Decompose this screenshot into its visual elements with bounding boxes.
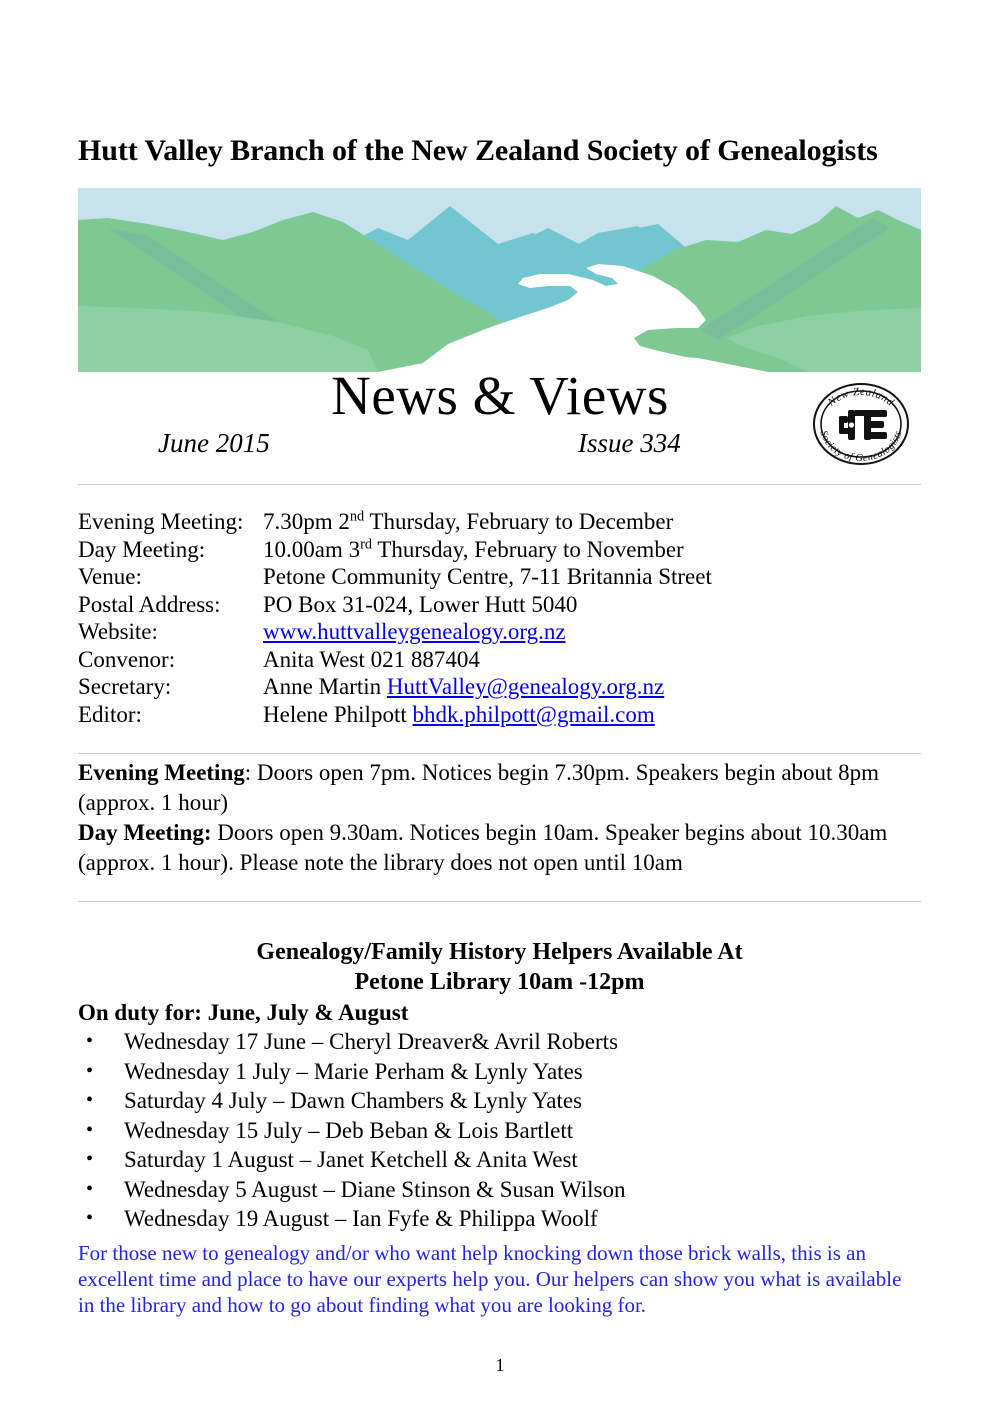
issue-date: June 2015 (158, 428, 270, 458)
list-item (78, 1175, 878, 1205)
list-item (78, 1086, 878, 1116)
page-number: 1 (495, 1355, 505, 1375)
contact-details (78, 508, 938, 728)
contact-value (263, 618, 566, 646)
day-meeting-note (78, 818, 916, 878)
issue-row (78, 428, 758, 462)
contact-row-evening-meeting (78, 508, 938, 536)
contact-value: Helene Philpott bhdk.philpott@gmail.com (263, 701, 655, 727)
masthead-title: Hutt Valley Branch of the New Zealand Society of Genealogists (78, 134, 878, 167)
contact-label: Convenor: (78, 646, 176, 672)
contact-label: Secretary: (78, 674, 172, 699)
contact-value: PO Box 31-024, Lower Hutt 5040 (263, 591, 578, 617)
duty-entry: Saturday 1 August – Janet Ketchell & Anita West (124, 1147, 578, 1172)
ordinal-suffix: nd (349, 508, 365, 525)
day-meeting-text: Doors open 9.30am. Notices begin 10am. Speaker begins about 10.30am (approx. 1 hour). Please note the library does not open until 10am (78, 820, 888, 875)
contact-row-convenor (78, 646, 938, 674)
contact-value: Anne Martin HuttValley@genealogy.org.nz (263, 674, 665, 699)
list-item (78, 1116, 878, 1146)
list-item (78, 1027, 878, 1057)
helpers-invitation-note: For those new to genealogy and/or who want help knocking down those brick walls, this is an excellent time and place to have our experts help you. Our helpers can show you what is available in the library and how to go about finding what you are looking for. (78, 1241, 902, 1317)
list-item (78, 1204, 878, 1234)
bullet-icon: • (86, 1030, 94, 1052)
helpers-heading-line1: Genealogy/Family History Helpers Available At (256, 939, 743, 965)
duty-entry: Wednesday 5 August – Diane Stinson & Susan Wilson (124, 1176, 626, 1202)
on-duty-label: On duty for: June, July & August (78, 1000, 409, 1025)
contact-row-venue (78, 563, 938, 591)
divider-bottom (78, 901, 921, 902)
contact-value: 10.00am 3rd Thursday, February to November (263, 535, 684, 562)
nzsg-logo (806, 378, 916, 470)
evening-meeting-text: : Doors open 7pm. Notices begin 7.30pm. Speakers begin about 8pm (approx. 1 hour) (78, 760, 880, 815)
bullet-icon: • (86, 1059, 94, 1082)
evening-meeting-label: Evening Meeting (78, 760, 245, 785)
evening-meeting-note (78, 758, 916, 818)
issue-number: Issue 334 (578, 428, 681, 458)
duty-entry: Wednesday 19 August – Ian Fyfe & Philippa Woolf (124, 1206, 598, 1231)
duty-entry: Saturday 4 July – Dawn Chambers & Lynly Yates (124, 1088, 583, 1113)
contact-row-postal-address (78, 591, 938, 619)
ordinal-suffix: rd (360, 535, 372, 552)
contact-row-secretary (78, 673, 938, 701)
list-item (78, 1145, 878, 1175)
logo-bottom-text: Society of Genealogists (817, 429, 905, 465)
website-link[interactable]: www.huttvalleygenealogy.org.nz (263, 619, 566, 644)
list-item (78, 1057, 878, 1087)
bullet-icon: • (86, 1148, 94, 1170)
helpers-heading-line2: Petone Library 10am -12pm (354, 969, 645, 995)
contact-label: Editor: (78, 701, 142, 727)
bullet-icon: • (86, 1089, 94, 1111)
bullet-icon: • (86, 1177, 94, 1200)
divider-top (78, 484, 921, 485)
contact-label: Evening Meeting: (78, 509, 244, 534)
day-meeting-label: Day Meeting: (78, 820, 212, 845)
contact-value: 7.30pm 2nd Thursday, February to December (263, 508, 674, 534)
duty-entry: Wednesday 17 June – Cheryl Dreaver& Avril Roberts (124, 1029, 619, 1054)
valley-landscape-banner (78, 188, 921, 372)
contact-row-day-meeting (78, 536, 938, 564)
contact-label: Postal Address: (78, 591, 221, 617)
logo-top-text: New Zealand (825, 385, 897, 409)
newsletter-title: News & Views (331, 365, 669, 426)
divider-middle (78, 753, 921, 754)
contact-value: Anita West 021 887404 (263, 646, 480, 672)
bullet-icon: • (86, 1207, 94, 1229)
contact-row-website (78, 618, 938, 646)
contact-value: Petone Community Centre, 7-11 Britannia Street (263, 564, 712, 589)
bullet-icon: • (86, 1118, 94, 1141)
helpers-heading (78, 937, 921, 997)
duty-entry: Wednesday 15 July – Deb Beban & Lois Bartlett (124, 1117, 574, 1143)
contact-row-editor (78, 701, 938, 729)
secretary-email-link[interactable]: HuttValley@genealogy.org.nz (386, 674, 665, 699)
contact-label: Website: (78, 619, 158, 644)
meeting-notes (78, 758, 916, 878)
duty-entry: Wednesday 1 July – Marie Perham & Lynly Yates (124, 1058, 583, 1084)
contact-label: Venue: (78, 564, 142, 589)
nzsg-logo-icon (806, 378, 916, 470)
editor-email-link[interactable]: bhdk.philpott@gmail.com (412, 701, 655, 727)
duty-roster-list (78, 1027, 878, 1234)
contact-label: Day Meeting: (78, 536, 206, 562)
landscape-illustration (78, 188, 921, 372)
